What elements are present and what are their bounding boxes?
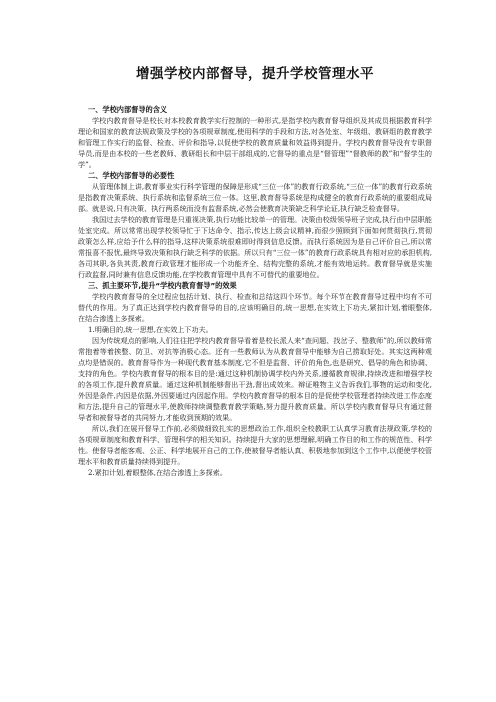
subheading-paragraph: 2.紧扣计划,着眼整体,在结合渗透上多探索。 [88, 468, 227, 477]
section-heading: 二、学校内部督导的必要性 [88, 171, 175, 180]
paragraph: 所以,我们在展开督导工作前,必须做细致扎实的思想政治工作,组织全校教职工认真学习教育法规政策,学校的各项规章制度和教育科学、管理科学的相关知识。持续提升大家的思想理解,明确工作目的和工作的规范性、科学性。使督导者能客观、公正、科学地展开自己的工作,使被督导者能认真、积极地参加到这个工作中,以便使学校管理水平和教育质量持续得到提升。 [78, 424, 432, 466]
section-heading: 一、学校内部督导的含义 [88, 105, 168, 114]
paragraph: 学校内教育督导的全过程应包括计划、执行、检查和总结这四个环节。每个环节在教育督导过程中均有不可替代的作用。为了真正达到学校内教育督导的目的,应该明确目的,统一思想,在实效上下功夫,紧扣计划,着眼整体,在结合渗透上多探索。 [78, 292, 432, 323]
document-title: 增强学校内部督导，提升学校管理水平 [136, 66, 374, 82]
paragraph: 我国过去学校的教育管理是只重视决策,执行功能比较单一的管理。决策由校级领导班子完成,执行由中层职能处室完成。所以常常出现学校领导忙于下达命令、指示,传达上级会议精神,而很少照顾到下面如何贯彻执行,贯彻政策怎么样,应给予什么样的指导,这样决策系统很难即时得到信息反馈。而执行系统因为是自己评价自己,所以常常报喜不报忧,最终导致决策和执行缺乏科学的依据。所以只有“三位一体”的教育行政系统具有相对应的承担机构,各司其职,各负其责,教育行政管理才能形成一个功能齐全、结构完整的系统,才能有效地运转。教育督导就是实施行政监督,同时兼有信息反馈功能,在学校教育管理中具有不可替代的重要地位。 [78, 215, 432, 279]
paragraph: 因为传统观点的影响,人们往往把学校内教育督导看着是校长派人来“查问题、找岔子、整教师”的,所以教师常常抱着等着挨整、防卫、对抗等消极心态。还有一些教师认为从教育督导中能够为自己捞取好处。其实这两种观点均是错误的。教育督导作为一种现代教育基本制度,它不但是监督、评价的角色,也是研究、倡导的角色和协调、支持的角色。学校内教育督导的根本目的是:通过这种机制协调学校内外关系,遵循教育规律,持续改进和增强学校的各项工作,提升教育质量。通过这种机制能够督出干劲,督出成效来。辩证唯物主义告诉我们,事物的运动和变化,外因是条件,内因是依据,外因要通过内因起作用。学校内教育督导的根本目的是促使学校管理者持续改进工作态度和方法,提升自己的管理水平,使教师持续调整教育教学策略,努力提升教育质量。所以学校内教育督导只有通过督导者和被督导者的共同努力,才能收到预期的效果。 [78, 336, 432, 422]
paragraph: 学校内教育督导是校长对本校教育教学实行控制的一种形式,是指学校内教育督导组织及其成员根据教育科学理论和国家的教育法规政策及学校的各项规章制度,使用科学的手段和方法,对各处室、年级组、教研组的教育教学和管理工作实行的监督、检查、评价和指导,以促使学校的教育质量和效益得到提升。学校内教育督导没有专职督导员,而是由本校的一些老教师、教研组长和中层干部组成的,它督导的重点是“督管理”“督教师的教”和“督学生的学”。 [78, 116, 432, 169]
paragraph: 从管理体制上讲,教育事业实行科学管理的保障是形成“三位一体”的教育行政系统,“三位一体”的教育行政系统是指教育决策系统、执行系统和监督系统三位一体。这里,教育督导系统是构成健全的教育行政系统的重要组成局部。就是说,只有决策、执行两系统而没有监督系统,必然会使教育决策缺乏科学论证,执行缺乏检查督导。 [78, 182, 432, 213]
section-heading: 三、抓主要环节,提升“学校内教育督导”的效果 [88, 281, 237, 290]
subheading-paragraph: 1.明确目的,统一思想,在实效上下功夫。 [88, 325, 213, 334]
